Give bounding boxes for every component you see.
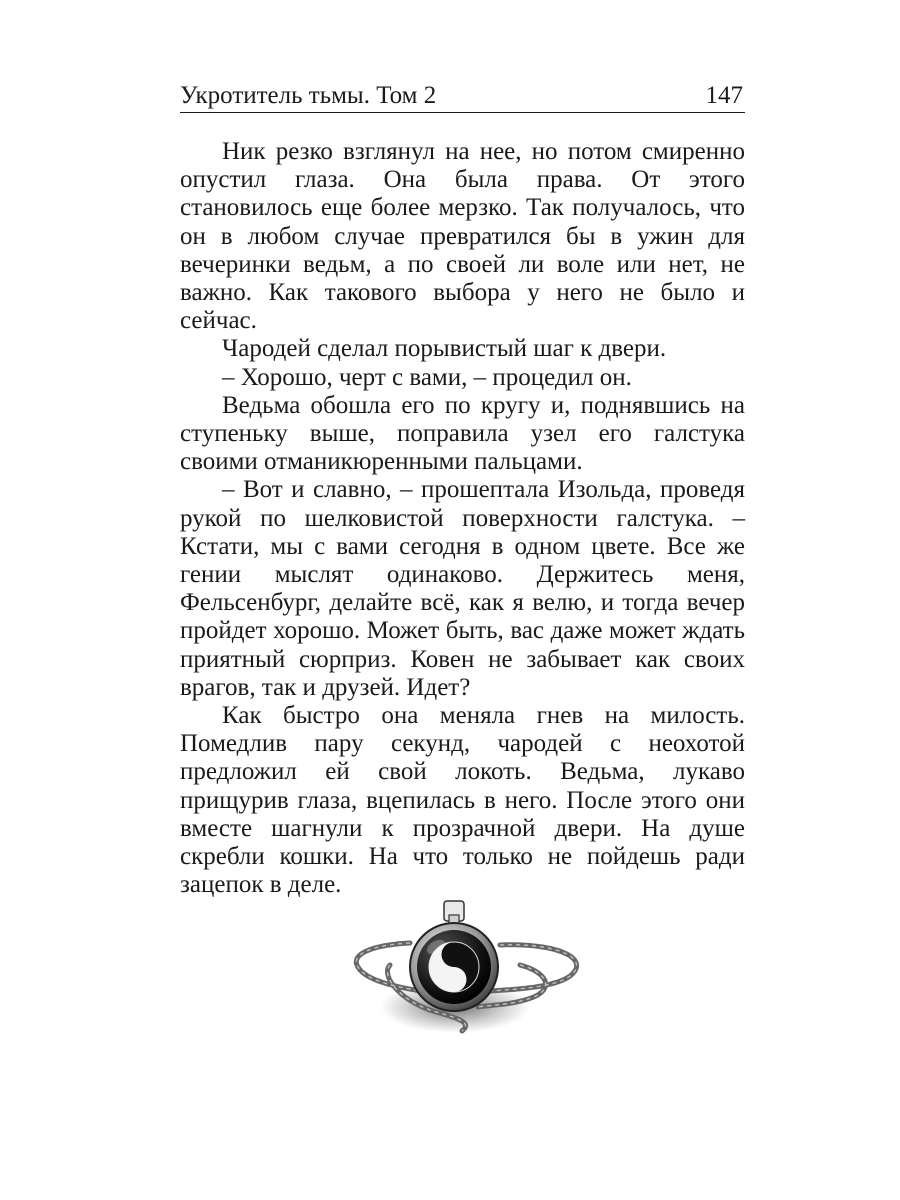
page-number: 147 — [705, 82, 743, 109]
paragraph: Ведьма обошла его по кругу и, поднявшись на ступеньку выше, поправила узел его галстука своими отманикюренными пальцами. — [180, 391, 745, 476]
paragraph: – Хорошо, черт с вами, – процедил он. — [222, 363, 632, 391]
paragraph: Ник резко взглянул на нее, но потом смиренно опустил глаза. Она была права. От этого становилось еще более мерзко. Так получалось, что он в любом случае превратился бы в ужин для вечеринки ведьм, а по своей ли воле или нет, не важно. Как такового выбора у него не было и сейчас. — [180, 138, 745, 335]
book-title: Укротитель тьмы. Том 2 — [180, 82, 437, 109]
yin-yang-pendant-icon — [350, 895, 582, 1045]
running-header — [180, 80, 745, 113]
paragraph: Чародей сделал порывистый шаг к двери. — [222, 335, 667, 363]
paragraph: Как быстро она меняла гнев на милость. Помедлив пару секунд, чародей с неохотой предложил ей свой локоть. Ведьма, лукаво прищурив глаза, вцепилась в него. После этого они вместе шагнули к прозрачной двери. На душе скребли кошки. На что только не пойдешь ради зацепок в деле. — [180, 702, 745, 899]
body-text — [180, 138, 745, 899]
paragraph: – Вот и славно, – прошептала Изольда, проведя рукой по шелковистой поверхности галстука. – Кстати, мы с вами сегодня в одном цвете. Все же гении мыслят одинаково. Держитесь меня, Фельсенбург, делайте всё, как я велю, и тогда вечер пройдет хорошо. Может быть, вас даже может ждать приятный сюрприз. Ковен не забывает как своих врагов, так и друзей. Идет? — [180, 476, 745, 701]
